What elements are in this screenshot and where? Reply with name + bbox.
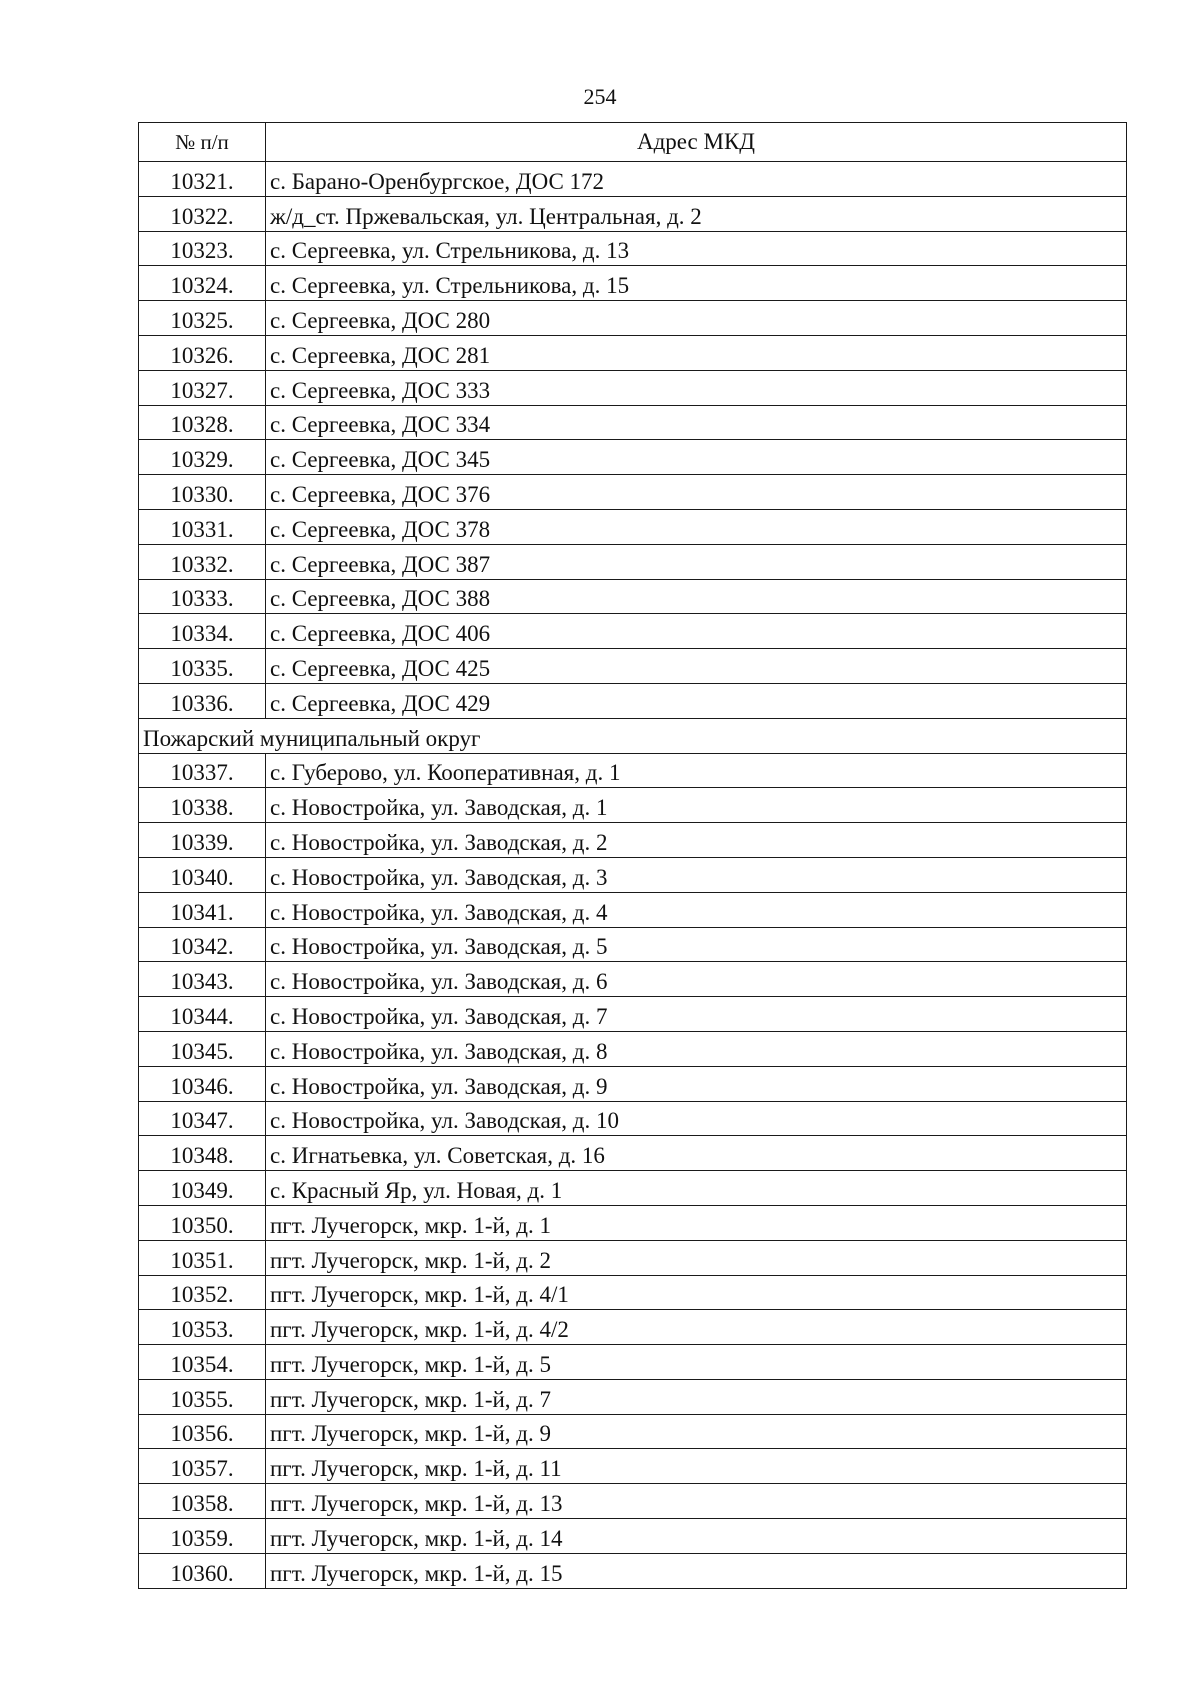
table-row <box>139 231 1127 266</box>
table-row <box>139 927 1127 962</box>
table-row <box>139 335 1127 370</box>
row-address: пгт. Лучегорск, мкр. 1-й, д. 14 <box>266 1519 1127 1554</box>
table-row <box>139 162 1127 197</box>
row-address: с. Новостройка, ул. Заводская, д. 3 <box>266 857 1127 892</box>
row-address: с. Сергеевка, ДОС 378 <box>266 509 1127 544</box>
table-row <box>139 614 1127 649</box>
table-row <box>139 370 1127 405</box>
header-address: Адрес МКД <box>266 123 1127 162</box>
table-row <box>139 1136 1127 1171</box>
header-row <box>139 123 1127 162</box>
row-address: с. Сергеевка, ДОС 376 <box>266 475 1127 510</box>
table-row <box>139 1101 1127 1136</box>
table-row <box>139 1484 1127 1519</box>
row-address: с. Новостройка, ул. Заводская, д. 5 <box>266 927 1127 962</box>
header-number: № п/п <box>139 123 266 162</box>
table-row <box>139 1345 1127 1380</box>
row-address: с. Сергеевка, ул. Стрельникова, д. 13 <box>266 231 1127 266</box>
row-address: с. Новостройка, ул. Заводская, д. 2 <box>266 823 1127 858</box>
table-row <box>139 1414 1127 1449</box>
row-number: 10339. <box>139 823 266 858</box>
table-row <box>139 509 1127 544</box>
row-address: пгт. Лучегорск, мкр. 1-й, д. 15 <box>266 1553 1127 1588</box>
row-number: 10328. <box>139 405 266 440</box>
row-address: с. Сергеевка, ДОС 280 <box>266 301 1127 336</box>
table-row <box>139 1031 1127 1066</box>
row-address: с. Сергеевка, ДОС 333 <box>266 370 1127 405</box>
row-number: 10360. <box>139 1553 266 1588</box>
row-number: 10340. <box>139 857 266 892</box>
row-number: 10347. <box>139 1101 266 1136</box>
table-row <box>139 301 1127 336</box>
table-row <box>139 1310 1127 1345</box>
mkd-address-table <box>138 122 1127 1589</box>
table-row <box>139 997 1127 1032</box>
table-row <box>139 579 1127 614</box>
row-number: 10333. <box>139 579 266 614</box>
row-address: с. Сергеевка, ДОС 345 <box>266 440 1127 475</box>
table-row <box>139 1519 1127 1554</box>
row-number: 10353. <box>139 1310 266 1345</box>
row-address: с. Сергеевка, ул. Стрельникова, д. 15 <box>266 266 1127 301</box>
row-number: 10349. <box>139 1171 266 1206</box>
table-row <box>139 788 1127 823</box>
row-address: с. Игнатьевка, ул. Советская, д. 16 <box>266 1136 1127 1171</box>
section-row <box>139 718 1127 753</box>
row-address: пгт. Лучегорск, мкр. 1-й, д. 11 <box>266 1449 1127 1484</box>
row-address: с. Сергеевка, ДОС 429 <box>266 683 1127 718</box>
row-number: 10341. <box>139 892 266 927</box>
table-row <box>139 266 1127 301</box>
table-header <box>139 123 1127 162</box>
row-address: с. Сергеевка, ДОС 334 <box>266 405 1127 440</box>
row-address: пгт. Лучегорск, мкр. 1-й, д. 4/1 <box>266 1275 1127 1310</box>
table-row <box>139 440 1127 475</box>
row-number: 10358. <box>139 1484 266 1519</box>
row-number: 10342. <box>139 927 266 962</box>
row-address: пгт. Лучегорск, мкр. 1-й, д. 9 <box>266 1414 1127 1449</box>
table-row <box>139 753 1127 788</box>
row-address: с. Новостройка, ул. Заводская, д. 7 <box>266 997 1127 1032</box>
row-number: 10337. <box>139 753 266 788</box>
row-address: пгт. Лучегорск, мкр. 1-й, д. 13 <box>266 1484 1127 1519</box>
row-number: 10343. <box>139 962 266 997</box>
row-number: 10322. <box>139 196 266 231</box>
row-number: 10326. <box>139 335 266 370</box>
table-row <box>139 405 1127 440</box>
row-number: 10334. <box>139 614 266 649</box>
row-address: с. Сергеевка, ДОС 425 <box>266 649 1127 684</box>
row-number: 10346. <box>139 1066 266 1101</box>
table-row <box>139 196 1127 231</box>
row-address: пгт. Лучегорск, мкр. 1-й, д. 4/2 <box>266 1310 1127 1345</box>
row-number: 10327. <box>139 370 266 405</box>
row-address: с. Новостройка, ул. Заводская, д. 9 <box>266 1066 1127 1101</box>
table-row <box>139 544 1127 579</box>
table-row <box>139 475 1127 510</box>
table-row <box>139 1275 1127 1310</box>
row-address: с. Красный Яр, ул. Новая, д. 1 <box>266 1171 1127 1206</box>
row-number: 10354. <box>139 1345 266 1380</box>
row-address: с. Новостройка, ул. Заводская, д. 6 <box>266 962 1127 997</box>
row-address: пгт. Лучегорск, мкр. 1-й, д. 2 <box>266 1240 1127 1275</box>
row-number: 10332. <box>139 544 266 579</box>
row-address: с. Сергеевка, ДОС 406 <box>266 614 1127 649</box>
row-number: 10329. <box>139 440 266 475</box>
row-number: 10357. <box>139 1449 266 1484</box>
row-address: с. Новостройка, ул. Заводская, д. 10 <box>266 1101 1127 1136</box>
table-row <box>139 1449 1127 1484</box>
section-title: Пожарский муниципальный округ <box>139 718 1127 753</box>
row-number: 10335. <box>139 649 266 684</box>
table-row <box>139 1240 1127 1275</box>
row-address: с. Новостройка, ул. Заводская, д. 4 <box>266 892 1127 927</box>
table-row <box>139 1066 1127 1101</box>
row-address: пгт. Лучегорск, мкр. 1-й, д. 1 <box>266 1205 1127 1240</box>
row-number: 10352. <box>139 1275 266 1310</box>
row-address: с. Сергеевка, ДОС 388 <box>266 579 1127 614</box>
table-row <box>139 1171 1127 1206</box>
row-number: 10350. <box>139 1205 266 1240</box>
table-row <box>139 892 1127 927</box>
row-number: 10344. <box>139 997 266 1032</box>
row-address: пгт. Лучегорск, мкр. 1-й, д. 7 <box>266 1379 1127 1414</box>
row-address: с. Новостройка, ул. Заводская, д. 1 <box>266 788 1127 823</box>
table-row <box>139 1553 1127 1588</box>
table-body <box>139 162 1127 1589</box>
row-address: с. Сергеевка, ДОС 387 <box>266 544 1127 579</box>
row-address: с. Новостройка, ул. Заводская, д. 8 <box>266 1031 1127 1066</box>
row-number: 10359. <box>139 1519 266 1554</box>
row-address: ж/д_ст. Пржевальская, ул. Центральная, д. 2 <box>266 196 1127 231</box>
row-number: 10338. <box>139 788 266 823</box>
row-address: с. Губерово, ул. Кооперативная, д. 1 <box>266 753 1127 788</box>
table-row <box>139 649 1127 684</box>
row-number: 10331. <box>139 509 266 544</box>
row-number: 10324. <box>139 266 266 301</box>
row-number: 10336. <box>139 683 266 718</box>
table-row <box>139 1205 1127 1240</box>
row-number: 10355. <box>139 1379 266 1414</box>
row-number: 10330. <box>139 475 266 510</box>
page-number: 254 <box>583 84 617 109</box>
row-number: 10323. <box>139 231 266 266</box>
row-number: 10348. <box>139 1136 266 1171</box>
row-number: 10351. <box>139 1240 266 1275</box>
table-row <box>139 962 1127 997</box>
table-row <box>139 857 1127 892</box>
row-address: с. Сергеевка, ДОС 281 <box>266 335 1127 370</box>
row-address: с. Барано-Оренбургское, ДОС 172 <box>266 162 1127 197</box>
row-number: 10345. <box>139 1031 266 1066</box>
row-number: 10356. <box>139 1414 266 1449</box>
row-address: пгт. Лучегорск, мкр. 1-й, д. 5 <box>266 1345 1127 1380</box>
table-row <box>139 683 1127 718</box>
row-number: 10321. <box>139 162 266 197</box>
table-row <box>139 823 1127 858</box>
table-row <box>139 1379 1127 1414</box>
row-number: 10325. <box>139 301 266 336</box>
